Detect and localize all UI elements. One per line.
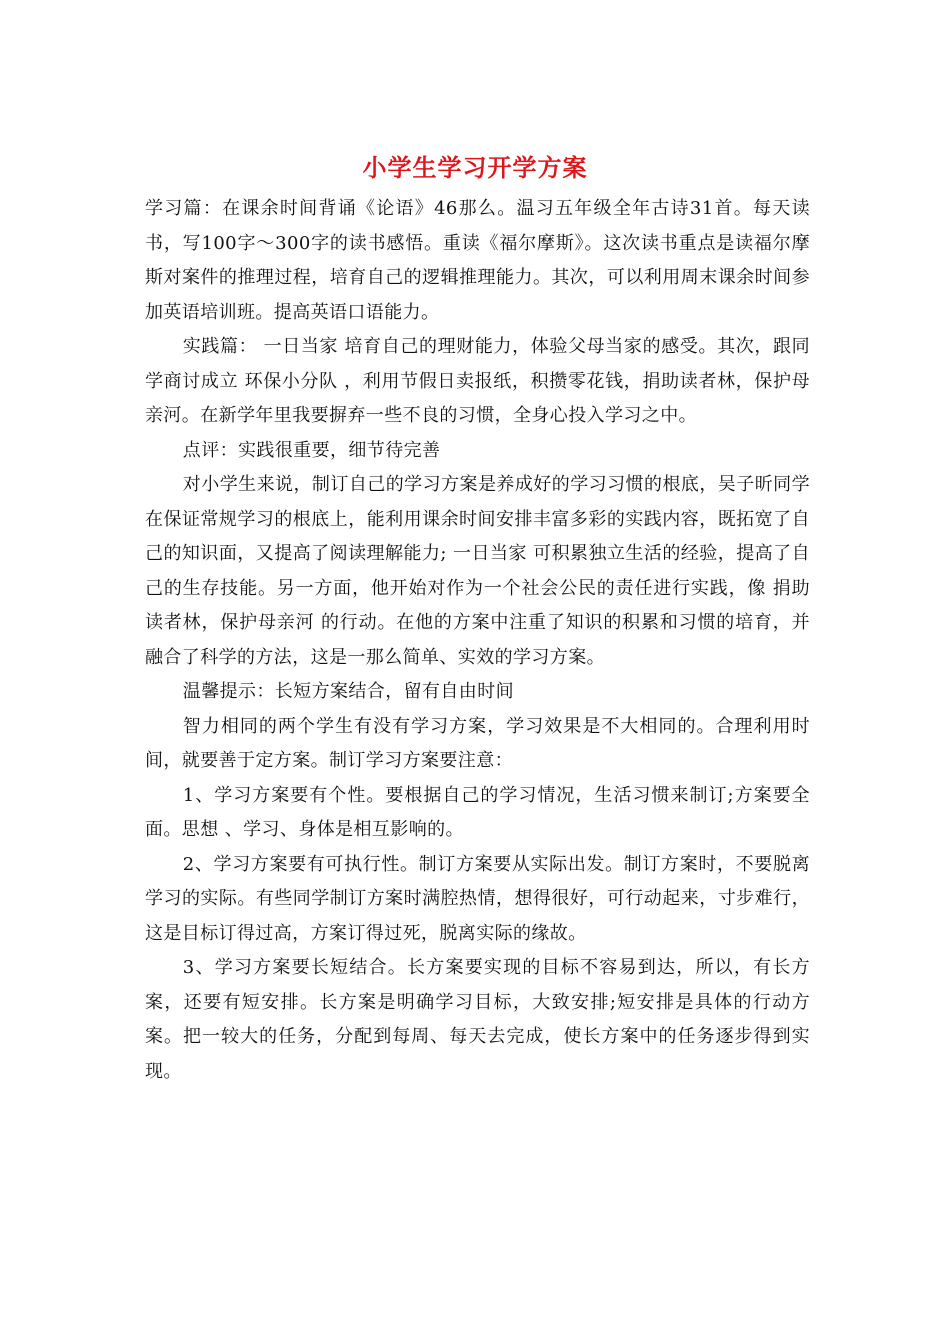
paragraph-study: 学习篇：在课余时间背诵《论语》46那么。温习五年级全年古诗31首。每天读书，写100字～300字的读书感悟。重读《福尔摩斯》。这次读书重点是读福尔摩斯对案件的推理过程，培育自己的逻辑推理能力。其次，可以利用周末课余时间参加英语培训班。提高英语口语能力。 (145, 198, 810, 323)
paragraph-tip: 智力相同的两个学生有没有学习方案，学习效果是不大相同的。合理利用时间，就要善于定方案。制订学习方案要注意： (145, 715, 810, 771)
paragraph-tip-heading: 温馨提示：长短方案结合，留有自由时间 (182, 681, 514, 702)
paragraph-point-3: 3、学习方案要长短结合。长方案要实现的目标不容易到达，所以，有长方案，还要有短安排。长方案是明确学习目标，大致安排;短安排是具体的行动方案。把一较大的任务，分配到每周、每天去完成，使长方案中的任务逐步得到实现。 (145, 957, 810, 1082)
document-body (145, 192, 810, 1089)
paragraph-review: 对小学生来说，制订自己的学习方案是养成好的学习习惯的根底，吴子昕同学在保证常规学习的根底上，能利用课余时间安排丰富多彩的实践内容，既拓宽了自己的知识面，又提高了阅读理解能力; 一日当家 可积累独立生活的经验，提高了自己的生存技能。另一方面，他开始对作为一个社会公民的责任进行实践，像 捐助读者林，保护母亲河 的行动。在他的方案中注重了知识的积累和习惯的培育，并融合了科学的方法，这是一那么简单、实效的学习方案。 (145, 474, 810, 668)
paragraph-point-2: 2、学习方案要有可执行性。制订方案要从实际出发。制订方案时，不要脱离学习的实际。有些同学制订方案时满腔热情，想得很好，可行动起来，寸步难行，这是目标订得过高，方案订得过死，脱离实际的缘故。 (145, 853, 810, 944)
document-title: 小学生学习开学方案 (362, 153, 588, 182)
paragraph-practice: 实践篇： 一日当家 培育自己的理财能力，体验父母当家的感受。其次，跟同学商讨成立 环保小分队 ，利用节假日卖报纸，积攒零花钱，捐助读者林，保护母亲河。在新学年里我要摒弃一些不良的习惯，全身心投入学习之中。 (145, 336, 810, 426)
paragraph-review-heading: 点评：实践很重要，细节待完善 (182, 439, 441, 461)
paragraph-point-1: 1、学习方案要有个性。要根据自己的学习情况，生活习惯来制订;方案要全面。思想 、学习、身体是相互影响的。 (145, 784, 810, 840)
